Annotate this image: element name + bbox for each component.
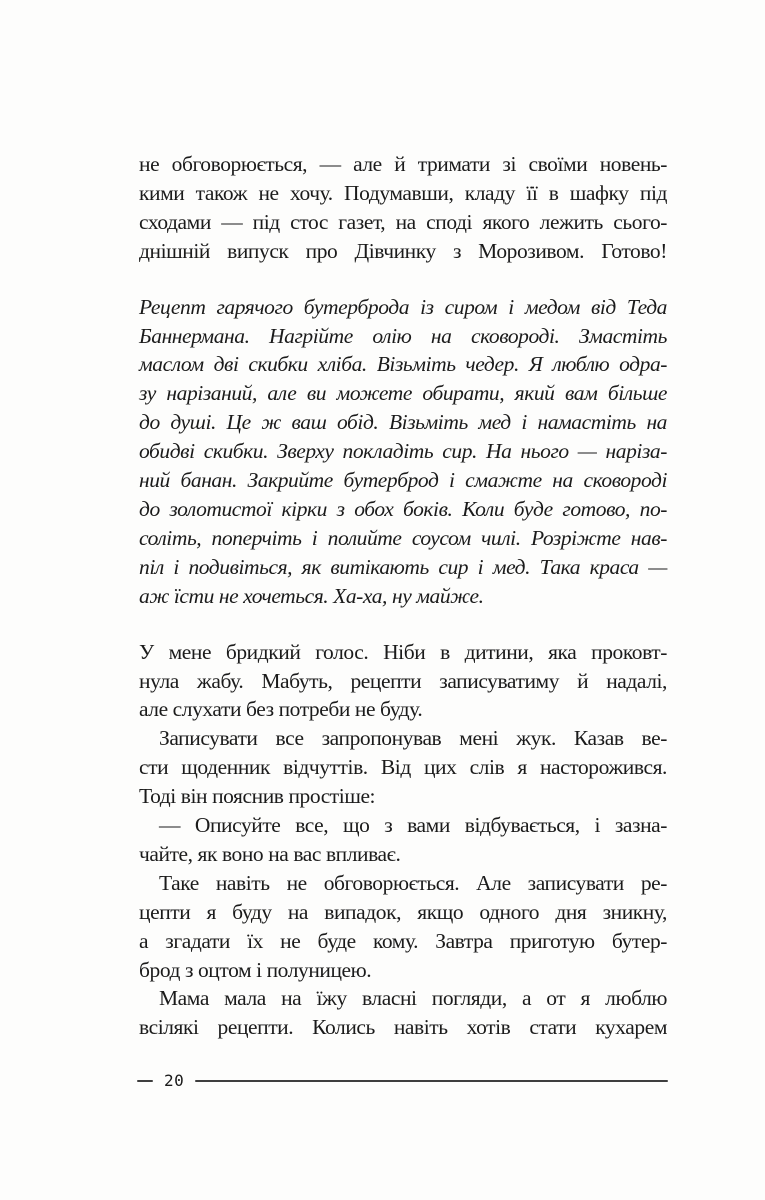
text-line: зу нарізаний, але ви можете обирати, який вам більше	[139, 381, 667, 406]
footer-right-rule	[195, 1080, 668, 1082]
text-line: брод з оцтом і полуницею.	[139, 957, 372, 982]
text-line: маслом дві скибки хліба. Візьміть чедер. Я люблю одра-	[139, 352, 667, 377]
text-line: У мене бридкий голос. Ніби в дитини, яка проковт-	[139, 639, 667, 664]
text-line: сти щоденник відчуттів. Від цих слів я насторожився.	[139, 755, 667, 780]
paragraph-recipe	[139, 293, 667, 611]
paragraph-dialogue	[139, 811, 667, 869]
text-line: — Описуйте все, що з вами відбувається, і зазна-	[159, 813, 667, 838]
text-line: ний банан. Закрийте бутерброд і смажте на сковороді	[139, 468, 667, 493]
text-line: сходами — під стос газет, на споді якого лежить сього-	[139, 209, 667, 234]
text-line: до золотистої кірки з обох боків. Коли буде готово, по-	[139, 496, 667, 521]
text-line: всілякі рецепти. Колись навіть хотів стати кухарем	[139, 1015, 667, 1040]
text-line: днішній випуск про Дівчинку з Морозивом. Готово!	[139, 238, 667, 263]
paragraph-voice	[139, 638, 667, 725]
page-footer	[137, 1072, 668, 1090]
text-line: чайте, як воно на вас впливає.	[139, 841, 401, 866]
text-line: але слухати без потреби не буду.	[139, 697, 423, 722]
paragraph-decision	[139, 869, 667, 985]
text-line: не обговорюється, — але й тримати зі своїми новень-	[139, 152, 667, 176]
section-break	[139, 611, 667, 638]
text-line: соліть, поперчіть і полийте соусом чилі. Розріжте нав-	[139, 525, 667, 550]
text-line: обидві скибки. Зверху покладіть сир. На нього — наріза-	[139, 439, 667, 464]
page-number: 20	[164, 1071, 185, 1090]
section-break	[139, 266, 667, 293]
text-block	[139, 150, 667, 1042]
text-line: аж їсти не хочеться. Ха-ха, ну майже.	[139, 583, 484, 608]
text-line: цепти я буду на випадок, якщо одного дня зникну,	[139, 899, 667, 924]
text-line: Баннермана. Нагрійте олію на сковороді. Змастіть	[139, 323, 667, 348]
text-line: Тоді він пояснив простіше:	[139, 784, 376, 809]
text-line: Мама мала на їжу власні погляди, а от я люблю	[159, 986, 667, 1011]
paragraph-suggestion	[139, 724, 667, 811]
paragraph-mama	[139, 984, 667, 1042]
text-line: нула жабу. Мабуть, рецепти записуватиму й надалі,	[139, 668, 667, 693]
paragraph-continuation	[139, 150, 667, 266]
text-line: а згадати їх не буде кому. Завтра приготую бутер-	[139, 928, 667, 953]
text-line: Таке навіть не обговорюється. Але записувати ре-	[159, 870, 667, 895]
text-line: Записувати все запропонував мені жук. Казав ве-	[159, 726, 667, 751]
text-line: кими також не хочу. Подумавши, кладу її в шафку під	[139, 180, 667, 205]
text-line: Рецепт гарячого бутерброда із сиром і медом від Теда	[139, 294, 667, 319]
footer-left-rule	[137, 1080, 153, 1082]
text-line: до душі. Це ж ваш обід. Візьміть мед і намастіть на	[139, 410, 667, 435]
text-line: піл і подивіться, як витікають сир і мед. Така краса —	[139, 554, 667, 579]
